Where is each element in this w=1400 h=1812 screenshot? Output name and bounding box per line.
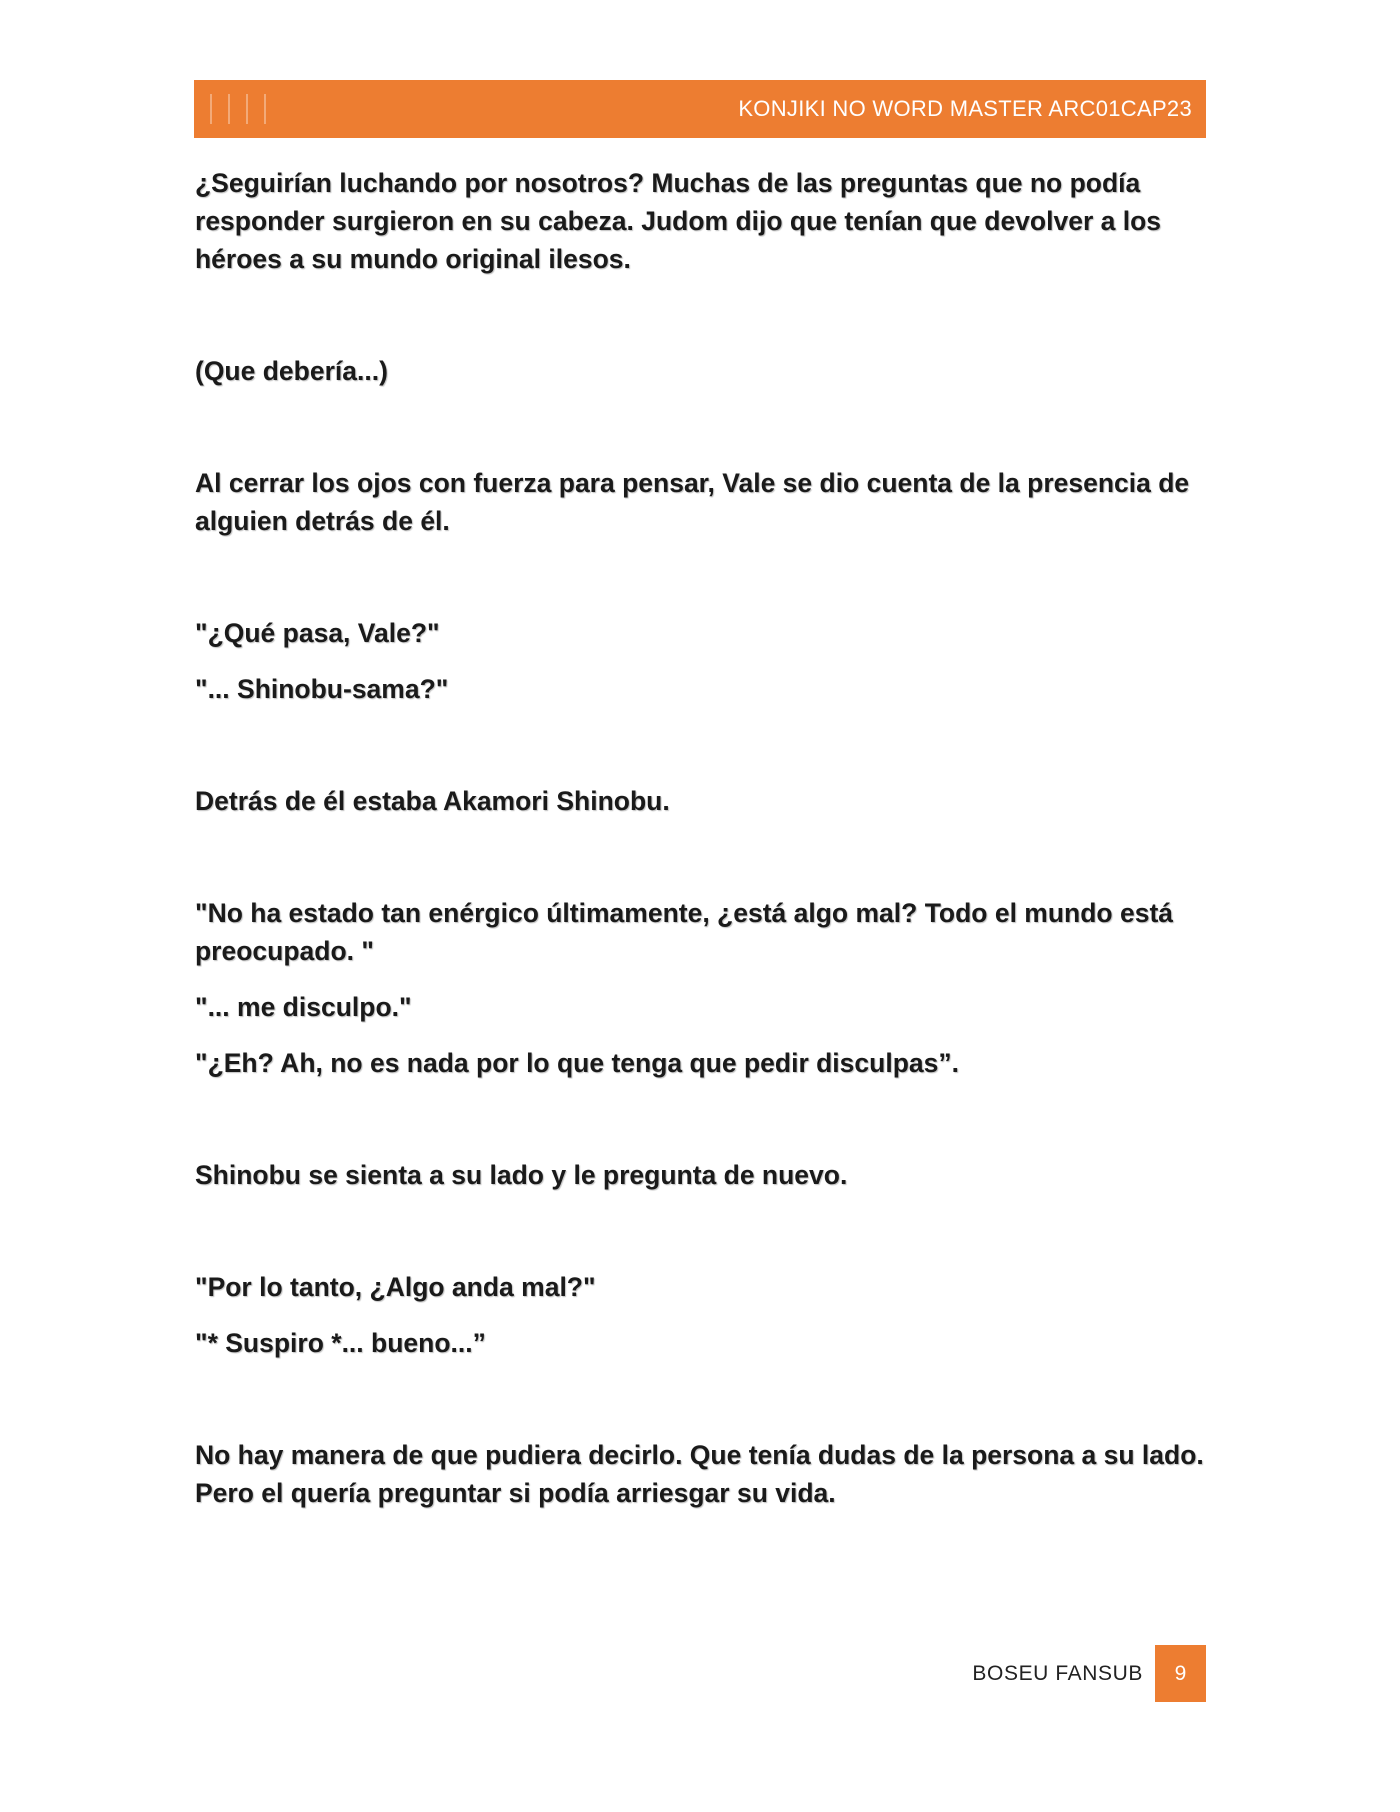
- paragraph: "* Suspiro *... bueno...”: [195, 1328, 486, 1358]
- page-footer: [972, 1645, 1206, 1702]
- paragraph: No hay manera de que pudiera decirlo. Que tenía dudas de la persona a su lado. Pero el quería preguntar si podía arriesgar su vida.: [195, 1440, 1204, 1508]
- body-text: [195, 164, 1215, 1512]
- paragraph: "Por lo tanto, ¿Algo anda mal?": [195, 1272, 596, 1302]
- header-bar: [194, 80, 1206, 138]
- header-title: KONJIKI NO WORD MASTER ARC01CAP23: [738, 96, 1192, 121]
- paragraph: "... me disculpo.": [195, 992, 412, 1022]
- footer-label: BOSEU FANSUB: [972, 1661, 1143, 1685]
- page-number: 9: [1155, 1645, 1206, 1702]
- paragraph: ¿Seguirían luchando por nosotros? Muchas de las preguntas que no podía responder surgieron en su cabeza. Judom dijo que tenían que devolver a los héroes a su mundo original ilesos.: [195, 168, 1162, 274]
- paragraph: "¿Eh? Ah, no es nada por lo que tenga que pedir disculpas”.: [195, 1048, 959, 1078]
- header-decoration: [206, 94, 266, 124]
- paragraph: Shinobu se sienta a su lado y le pregunta de nuevo.: [195, 1160, 848, 1190]
- paragraph: Al cerrar los ojos con fuerza para pensar, Vale se dio cuenta de la presencia de alguien detrás de él.: [195, 468, 1190, 536]
- paragraph: "¿Qué pasa, Vale?": [195, 618, 440, 648]
- paragraph: Detrás de él estaba Akamori Shinobu.: [195, 786, 670, 816]
- paragraph: (Que debería...): [195, 356, 388, 386]
- paragraph: "No ha estado tan enérgico últimamente, ¿está algo mal? Todo el mundo está preocupado. ": [195, 898, 1174, 966]
- paragraph: "... Shinobu-sama?": [195, 674, 449, 704]
